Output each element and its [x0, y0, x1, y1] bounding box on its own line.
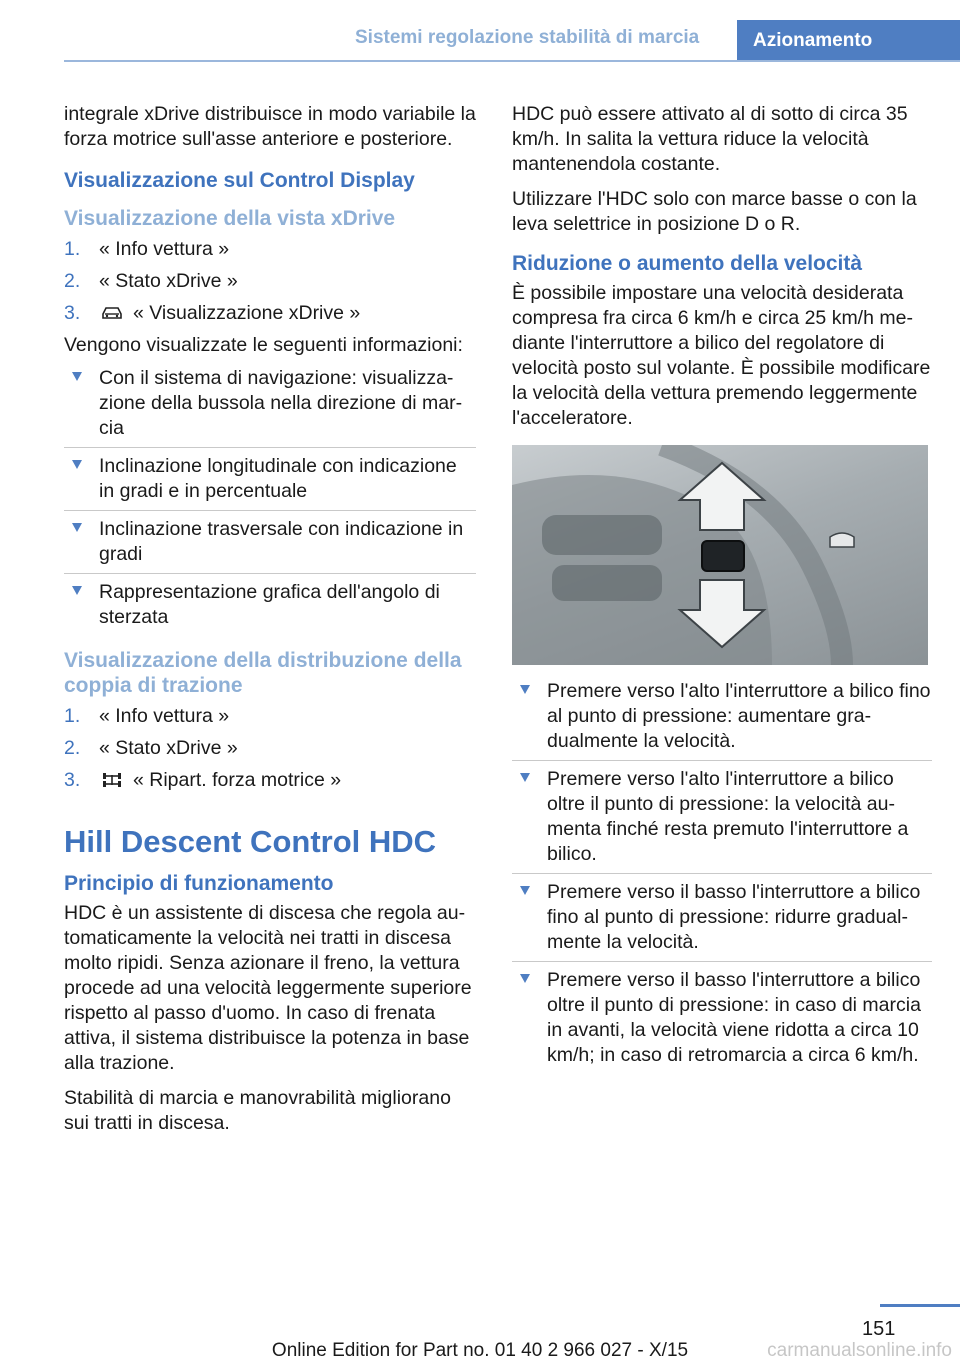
paragraph-velocita: È possibile impostare una velocità desiderata compresa fra circa 6 km/h e circa 25 km/h mediante l'interruttore a bilico del regolatore di velocità posto sul volante. È possibile modificare la velocità della vettura premendo leggermente l'acceleratore.	[512, 282, 931, 429]
heading-distribuzione: Visualizzazione della distribuzione della coppia di trazione	[64, 649, 462, 697]
step-text: « Ripart. forza motrice »	[133, 769, 342, 791]
list-item	[512, 760, 932, 867]
list-item	[512, 873, 932, 955]
list-item	[64, 736, 476, 761]
bullet-text: Premere verso l'alto l'interruttore a bilico oltre il punto di pressione: la velocità aumenta finché resta premuto l'interruttore a bilico.	[547, 768, 909, 865]
step-number: 3.	[64, 302, 81, 324]
info-bullets	[64, 366, 476, 630]
list-item	[64, 573, 476, 630]
list-item	[64, 510, 476, 567]
bullet-triangle-icon	[520, 773, 530, 782]
paragraph-marce: Utilizzare l'HDC solo con marce basse o con la leva selettrice in posizione D o R.	[512, 188, 917, 235]
edition-text: Online Edition for Part no. 01 40 2 966 027 - X/15	[271, 1340, 689, 1361]
bullet-text: Rappresentazione grafica dell'angolo di sterzata	[99, 581, 440, 628]
step-number: 2.	[64, 270, 81, 292]
step-text: « Stato xDrive »	[99, 270, 238, 292]
bullet-triangle-icon	[520, 886, 530, 895]
list-item	[512, 679, 932, 754]
list-item	[64, 768, 476, 793]
left-column	[64, 102, 476, 1146]
steering-wheel-illustration	[512, 445, 928, 665]
info-intro: Vengono visualizzate le seguenti informazioni:	[64, 334, 463, 356]
bullet-text: Inclinazione longitudinale con indicazione in gradi e in percentuale	[99, 455, 457, 502]
drivetrain-icon	[99, 772, 125, 788]
list-item	[64, 366, 476, 441]
step-text: « Info vettura »	[99, 705, 230, 727]
bullet-triangle-icon	[72, 460, 82, 469]
list-item	[64, 704, 476, 729]
car-front-icon	[99, 305, 125, 321]
bullet-text: Inclinazione trasversale con indicazione in gradi	[99, 518, 464, 565]
intro-paragraph: integrale xDrive distribuisce in modo variabile la forza motrice sull'asse anteriore e posteriore.	[64, 103, 476, 150]
switch-bullets	[512, 679, 932, 1068]
list-item	[64, 301, 476, 326]
heading-principio: Principio di funzionamento	[64, 872, 334, 895]
steps-vista-list	[64, 237, 476, 326]
header-tab	[737, 20, 960, 61]
paragraph-activation: HDC può essere attivato al di sotto di circa 35 km/h. In salita la vettura riduce la velocità mantenendola costante.	[512, 103, 908, 175]
step-number: 1.	[64, 705, 81, 727]
bullet-triangle-icon	[72, 523, 82, 532]
bullet-text: Con il sistema di navigazione: visualizzazione della bussola nella direzione di marcia	[99, 367, 463, 439]
bullet-triangle-icon	[72, 586, 82, 595]
footer-rule	[880, 1304, 960, 1307]
header-tab-label: Azionamento	[753, 29, 873, 51]
steering-wheel-switch-photo	[512, 445, 928, 665]
list-item	[64, 447, 476, 504]
bullet-text: Premere verso il basso l'interruttore a bilico fino al punto di pressione: ridurre gradualmente la velocità.	[547, 881, 921, 953]
step-text: « Stato xDrive »	[99, 737, 238, 759]
watermark: carmanualsonline.info	[767, 1340, 952, 1361]
bullet-text: Premere verso l'alto l'interruttore a bilico fino al punto di pressione: aumentare gradualmente la velocità.	[547, 680, 931, 752]
step-text: « Info vettura »	[99, 238, 230, 260]
step-number: 3.	[64, 769, 81, 791]
right-column	[512, 102, 932, 1074]
heading-riduzione: Riduzione o aumento della velocità	[512, 252, 863, 275]
bullet-triangle-icon	[520, 974, 530, 983]
heading-hdc: Hill Descent Control HDC	[64, 824, 437, 859]
heading-control-display: Visualizzazione sul Control Display	[64, 169, 415, 192]
heading-vista-xdrive: Visualizzazione della vista xDrive	[64, 207, 396, 230]
list-item	[64, 269, 476, 294]
list-item	[512, 961, 932, 1068]
list-item	[64, 237, 476, 262]
bullet-text: Premere verso il basso l'interruttore a bilico oltre il punto di pressione: in caso di marcia in avanti, la velocità viene ridotta a circa 10 km/h; in caso di retromarcia a circa 6 km/h.	[547, 969, 921, 1066]
step-number: 2.	[64, 737, 81, 759]
page-number: 151	[862, 1318, 896, 1340]
step-number: 1.	[64, 238, 81, 260]
bullet-triangle-icon	[72, 372, 82, 381]
bullet-triangle-icon	[520, 685, 530, 694]
step-text: « Visualizzazione xDrive »	[133, 302, 361, 324]
header-section-title: Sistemi regolazione stabilità di marcia	[355, 27, 700, 48]
steps-distribuzione-list	[64, 704, 476, 793]
paragraph-hdc: HDC è un assistente di discesa che regola automaticamente la velocità nei tratti in discesa molto ripidi. Senza azionare il freno, la vettura procede ad una velocità leggermente superiore rispetto al passo d'uomo. In caso di frenata attiva, il sistema distribuisce la potenza in base alla trazione.	[64, 902, 472, 1074]
paragraph-stabilita: Stabilità di marcia e manovrabilità migliorano sui tratti in discesa.	[64, 1087, 451, 1134]
header-rule	[64, 60, 960, 62]
